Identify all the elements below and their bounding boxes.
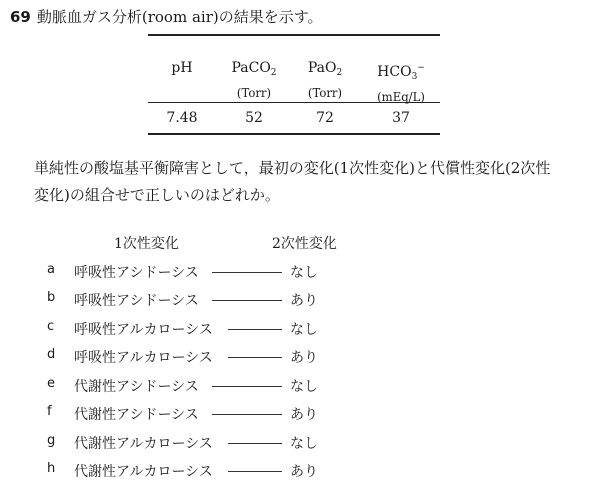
- prompt-line-2: 変化)の組合せで正しいのはどれか。: [34, 186, 280, 204]
- option-primary: 呼吸性アシドーシス: [74, 293, 199, 309]
- value-ph: 7.48: [166, 110, 198, 126]
- option-h[interactable]: [0, 461, 590, 483]
- value-hco3: 37: [392, 110, 410, 126]
- option-secondary: なし: [290, 436, 318, 452]
- option-connector: [228, 329, 282, 330]
- option-secondary: あり: [290, 293, 318, 309]
- option-connector: [212, 272, 282, 273]
- option-letter: f: [47, 404, 52, 419]
- primary-change-header: 1次性変化: [114, 236, 179, 252]
- option-secondary: なし: [290, 322, 318, 338]
- option-primary: 代謝性アシドーシス: [74, 407, 199, 423]
- question-prompt: [34, 155, 574, 209]
- option-a[interactable]: [0, 262, 590, 284]
- option-letter: h: [47, 461, 56, 476]
- secondary-change-header: 2次性変化: [272, 236, 337, 252]
- option-connector: [212, 386, 282, 387]
- option-connector: [228, 357, 282, 358]
- option-letter: e: [47, 376, 55, 391]
- option-letter: b: [47, 290, 56, 305]
- option-f[interactable]: [0, 404, 590, 426]
- option-primary: 代謝性アルカローシス: [74, 464, 213, 480]
- table-bottom-rule: [148, 133, 440, 135]
- table-top-rule: [148, 34, 440, 36]
- header-ph: [154, 58, 210, 78]
- question-header: [10, 6, 323, 27]
- option-connector: [212, 300, 282, 301]
- prompt-line-1: 単純性の酸塩基平衡障害として，最初の変化(1次性変化)と代償性変化(2次性: [34, 159, 551, 177]
- option-secondary: あり: [290, 350, 318, 366]
- option-connector: [228, 471, 282, 472]
- option-letter: d: [47, 347, 56, 362]
- option-letter: c: [47, 319, 55, 334]
- option-c[interactable]: [0, 319, 590, 341]
- option-b[interactable]: [0, 290, 590, 312]
- option-letter: g: [47, 433, 56, 448]
- option-connector: [212, 414, 282, 415]
- option-secondary: なし: [290, 379, 318, 395]
- value-paco2: 52: [245, 110, 263, 126]
- option-secondary: あり: [290, 464, 318, 480]
- option-e[interactable]: [0, 376, 590, 398]
- option-primary: 呼吸性アルカローシス: [74, 322, 213, 338]
- option-g[interactable]: [0, 433, 590, 455]
- value-pao2: 72: [316, 110, 334, 126]
- option-secondary: なし: [290, 265, 318, 281]
- header-pao2: PaO$_2$ (Torr): [290, 58, 360, 103]
- blood-gas-table: [148, 34, 440, 135]
- option-connector: [228, 443, 282, 444]
- option-primary: 呼吸性アシドーシス: [74, 265, 199, 281]
- option-primary: 代謝性アシドーシス: [74, 379, 199, 395]
- header-ph-label: pH: [171, 60, 193, 76]
- option-letter: a: [47, 262, 55, 277]
- question-title: 動脈血ガス分析(room air)の結果を示す。: [36, 8, 323, 26]
- header-hco3-unit: (mEq/L): [377, 90, 425, 104]
- header-hco3: $HCO_3^-$ (mEq/L): [360, 58, 442, 107]
- header-paco2-unit: (Torr): [236, 86, 272, 100]
- option-secondary: あり: [290, 407, 318, 423]
- option-d[interactable]: [0, 347, 590, 369]
- option-primary: 呼吸性アルカローシス: [74, 350, 213, 366]
- header-paco2: PaCO$_2$ (Torr): [214, 58, 294, 103]
- header-pao2-unit: (Torr): [307, 86, 343, 100]
- option-primary: 代謝性アルカローシス: [74, 436, 213, 452]
- question-number: 69: [10, 8, 31, 26]
